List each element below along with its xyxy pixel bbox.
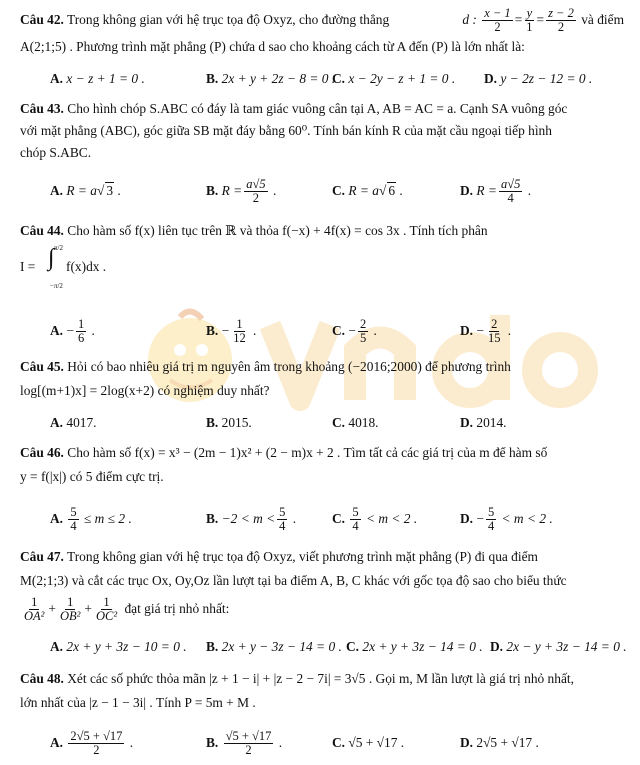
q47-option-b[interactable]: B. 2x + y − 3z − 14 = 0 . — [206, 639, 342, 654]
q47-option-a[interactable]: A. 2x + y + 3z − 10 = 0 . — [50, 639, 187, 654]
q43-option-d[interactable]: D. R = $\frac{a√5}{4}$ . — [460, 177, 532, 206]
q42-line1: Câu 42. Trong không gian với hệ trục tọa độ Oxyz, cho đường thẳng d : $\frac{x - 1}{2}$ = $\frac{y}{1}$ = $\frac{z - 2}{2}$ và điểm — [20, 6, 624, 35]
q47-line3: $\frac{1}{\text{OA²}}$ + $\frac{1}{\text{OB²}}$ + $\frac{1}{\text{OC²}}$ đạt giá trị nhỏ nhất: — [24, 595, 230, 624]
q45-option-a[interactable]: A. 4017. — [50, 415, 97, 430]
q48-line1: Câu 48. Xét các số phức thỏa mãn |z + 1 − i| + |z − 2 − 7i| = 3√5 . Gọi m, M lần lượt là giá trị nhỏ nhất, — [20, 671, 574, 686]
q48-option-b[interactable]: B. $\frac{√5 + √17}{2}$ . — [206, 729, 283, 758]
q45-option-c[interactable]: C. 4018. — [332, 415, 379, 430]
q46-line2: y = f(|x|) có 5 điểm cực trị. — [20, 469, 164, 484]
q43-option-c[interactable]: C. R = a√ 6 . — [332, 183, 403, 198]
q47-line1: Câu 47. Trong không gian với hệ trục tọa độ Oxyz, viết phương trình mặt phẳng (P) đi qua điểm — [20, 549, 538, 564]
q43-line2: với mặt phẳng (ABC), góc giữa SB mặt đáy bằng 60⁰. Tính bán kính R của mặt cầu ngoại tiếp hình — [20, 123, 552, 138]
q46-option-d[interactable]: D. − $\frac{5}{4}$ < m < 2 . — [460, 505, 553, 534]
q46-line1: Câu 46. Cho hàm số f(x) = x³ − (2m − 1)x² + (2 − m)x + 2 . Tìm tất cả các giá trị của m để hàm số — [20, 445, 548, 460]
q45-line2: log[(m+1)x] = 2log(x+2) có nghiệm duy nhất? — [20, 383, 270, 398]
q43-line3: chóp S.ABC. — [20, 145, 92, 160]
q47-option-c[interactable]: C. 2x + y + 3z − 14 = 0 . — [346, 639, 483, 654]
q44-option-b[interactable]: B. − $\frac{1}{12}$ . — [206, 317, 257, 346]
q44-integral: I = ∫ π/2 −π/2 f(x)dx . — [20, 244, 107, 290]
q46-option-b[interactable]: B. −2 < m < $\frac{5}{4}$ . — [206, 505, 297, 534]
q43-line1: Câu 43. Cho hình chóp S.ABC có đáy là tam giác vuông cân tại A, AB = AC = a. Cạnh SA vuông góc — [20, 101, 568, 116]
q47-label: Câu 47. — [20, 549, 64, 564]
q44-option-c[interactable]: C. − $\frac{2}{5}$ . — [332, 317, 377, 346]
q44-line1: Câu 44. Cho hàm số f(x) liên tục trên ℝ và thỏa f(−x) + 4f(x) = cos 3x . Tính tích phân — [20, 223, 488, 238]
q45-label: Câu 45. — [20, 359, 64, 374]
q45-option-b[interactable]: B. 2015. — [206, 415, 252, 430]
q46-option-a[interactable]: A. $\frac{5}{4}$ ≤ m ≤ 2 . — [50, 505, 132, 534]
q48-option-a[interactable]: A. $\frac{2√5 + √17}{2}$ . — [50, 729, 134, 758]
q42-option-d[interactable]: D. y − 2z − 12 = 0 . — [484, 71, 593, 86]
q45-line1: Câu 45. Hỏi có bao nhiêu giá trị m nguyên âm trong khoảng (−2016;2000) để phương trình — [20, 359, 511, 374]
q48-option-d[interactable]: D. 2√5 + √17 . — [460, 735, 539, 750]
q42-option-b[interactable]: B. 2x + y + 2z − 8 = 0 . — [206, 71, 336, 86]
q43-label: Câu 43. — [20, 101, 64, 116]
q48-label: Câu 48. — [20, 671, 64, 686]
q43-option-b[interactable]: B. R = $\frac{a√5}{2}$ . — [206, 177, 277, 206]
q48-option-c[interactable]: C. √5 + √17 . — [332, 735, 405, 750]
q42-line2: A(2;1;5) . Phương trình mặt phẳng (P) chứa d sao cho khoảng cách từ A đến (P) là lớn nhất là: — [20, 39, 525, 54]
q42-option-a[interactable]: A. x − z + 1 = 0 . — [50, 71, 145, 86]
q47-option-d[interactable]: D. 2x − y + 3z − 14 = 0 . — [490, 639, 627, 654]
q47-line2: M(2;1;3) và cắt các trục Ox, Oy,Oz lần lượt tại ba điểm A, B, C khác với gốc tọa độ sao cho biểu thức — [20, 573, 567, 588]
q42-option-c[interactable]: C. x − 2y − z + 1 = 0 . — [332, 71, 456, 86]
q48-line2: lớn nhất của |z − 1 − 3i| . Tính P = 5m + M . — [20, 695, 256, 710]
q42-label: Câu 42. — [20, 12, 64, 27]
q46-option-c[interactable]: C. $\frac{5}{4}$ < m < 2 . — [332, 505, 418, 534]
q45-option-d[interactable]: D. 2014. — [460, 415, 507, 430]
q43-option-a[interactable]: A. R = a√ 3 . — [50, 183, 121, 198]
q46-label: Câu 46. — [20, 445, 64, 460]
q44-option-a[interactable]: A. − $\frac{1}{6}$ . — [50, 317, 95, 346]
q44-label: Câu 44. — [20, 223, 64, 238]
q44-option-d[interactable]: D. − $\frac{2}{15}$ . — [460, 317, 512, 346]
